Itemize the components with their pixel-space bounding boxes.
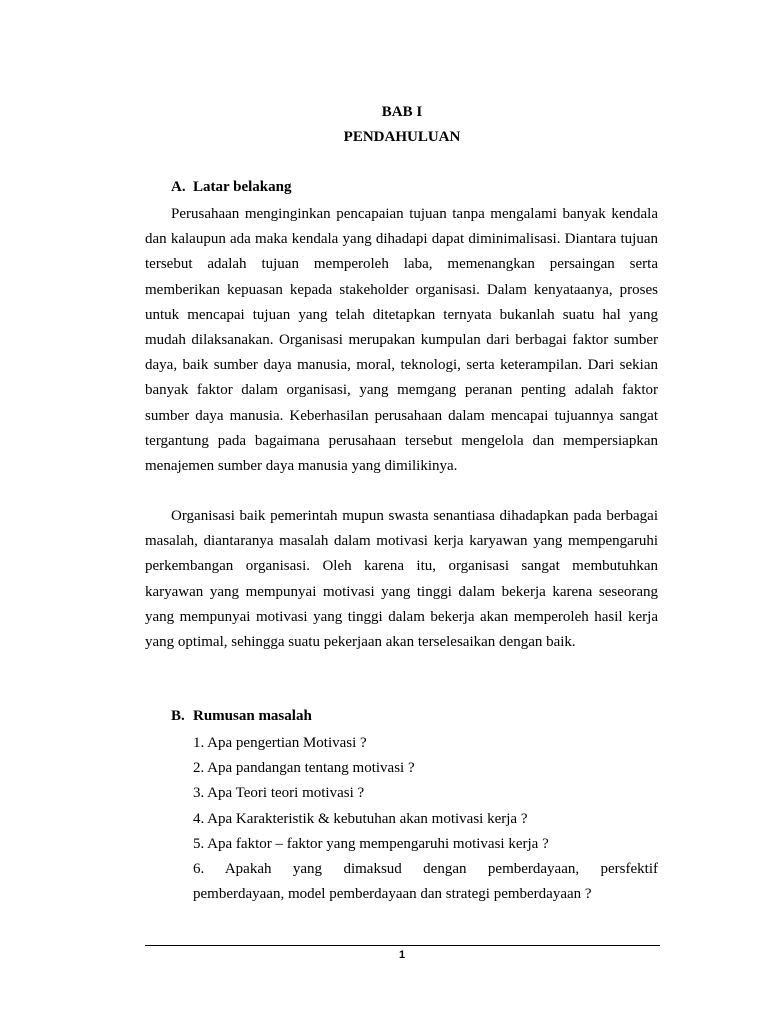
chapter-title: PENDAHULUAN [343, 129, 461, 145]
page-number: 1 [398, 949, 406, 961]
footer-divider [145, 945, 660, 946]
section-a-heading [171, 179, 292, 196]
list-item-6-line-1: 6. Apakah yang dimaksud dengan pemberdayaan, persfektif [193, 861, 658, 878]
section-b-heading [171, 708, 312, 725]
list-item [193, 857, 658, 907]
list-item: 5. Apa faktor – faktor yang mempengaruhi motivasi kerja ? [193, 835, 549, 852]
list-item: 4. Apa Karakteristik & kebutuhan akan motivasi kerja ? [193, 810, 528, 827]
background-paragraph-2: Organisasi baik pemerintah mupun swasta senantiasa dihadapkan pada berbagai masalah, diantaranya masalah dalam motivasi kerja karyawan yang mempengaruhi perkembangan organisasi. Oleh karena itu, organisasi sangat membutuhkan karyawan yang mempunyai motivasi yang tinggi dalam bekerja karena seseorang yang mempunyai motivasi yang tinggi dalam bekerja akan memperoleh hasil kerja yang optimal, sehingga suatu pekerjaan akan terselesaikan dengan baik. [145, 508, 658, 651]
section-a-title: Latar belakang [193, 179, 292, 195]
list-item: 1. Apa pengertian Motivasi ? [193, 735, 367, 751]
problem-list [193, 731, 658, 907]
section-b-letter: B. [171, 708, 185, 724]
chapter-number: BAB I [381, 104, 423, 120]
background-paragraph-1: Perusahaan menginginkan pencapaian tujuan tanpa mengalami banyak kendala dan kalaupun ada maka kendala yang dihadapi dapat diminimalisasi. Diantara tujuan tersebut adalah tujuan memperoleh laba, memenangkan persaingan serta memberikan kepuasan kepada stakeholder organisasi. Dalam kenyataanya, proses untuk mencapai tujuan yang telah ditetapkan ternyata bukanlah suatu hal yang mudah dilaksanakan. Organisasi merupakan kumpulan dari berbagai faktor sumber daya, baik sumber daya manusia, moral, teknologi, serta keterampilan. Dari sekian banyak faktor dalam organisasi, yang memgang peranan penting adalah faktor sumber daya manusia. Keberhasilan perusahaan dalam mencapai tujuannya sangat tergantung pada bagaimana perusahaan tersebut mengelola dan mempersiapkan menajemen sumber daya manusia yang dimilikinya. [145, 206, 658, 475]
list-item-6-line-2: pemberdayaan, model pemberdayaan dan strategi pemberdayaan ? [193, 886, 592, 903]
section-b-title: Rumusan masalah [193, 708, 312, 724]
list-item: 3. Apa Teori teori motivasi ? [193, 785, 365, 802]
section-a-letter: A. [171, 179, 186, 195]
list-item: 2. Apa pandangan tentang motivasi ? [193, 760, 415, 777]
